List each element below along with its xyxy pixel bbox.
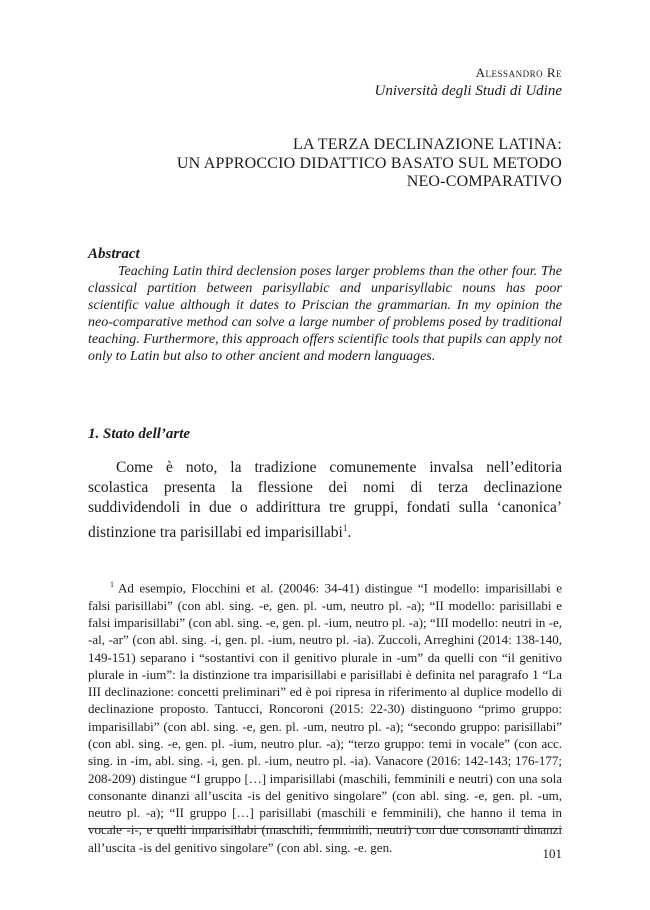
body-paragraph-text: Come è noto, la tradizione comunemente invalsa nell’editoria scolastica presenta la flessione dei nomi di terza declinazione suddividendoli in due o addirittura tre gruppi, fondati sulla ‘canonica’ distinzione tra parisillabi ed imparisillabi bbox=[88, 459, 562, 542]
title-line-3: NEO-COMPARATIVO bbox=[406, 173, 562, 190]
abstract-section bbox=[88, 246, 562, 365]
abstract-heading: Abstract bbox=[88, 246, 140, 262]
body-paragraph: Come è noto, la tradizione comunemente invalsa nell’editoria scolastica presenta la flessione dei nomi di terza declinazione suddividendoli in due o addirittura tre gruppi, fondati sulla ‘canonica’ distinzione tra parisillabi ed imparisillabi$^1$. bbox=[88, 459, 562, 542]
page-number: 101 bbox=[542, 846, 562, 861]
author-block bbox=[375, 64, 562, 100]
section-heading: 1. Stato dell’arte bbox=[88, 426, 191, 442]
footer-rule bbox=[88, 828, 562, 829]
author-affiliation: Università degli Studi di Udine bbox=[374, 83, 562, 99]
footnote-marker: 1 bbox=[110, 580, 114, 589]
title-line-2: UN APPROCCIO DIDATTICO BASATO SUL METODO bbox=[176, 154, 562, 172]
footnote-text: Ad esempio, Flocchini et al. (20046: 34-41) distingue “I modello: imparisillabi e falsi parisillabi” (con abl. sing. -e, gen. pl. -um, neutro pl. -a); “II modello: parisillabi e falsi imparisillabi” (con abl. sing. -e, gen. pl. -ium, neutro pl. -a); “III modello: neutri in -e, -al, -ar” (con abl. sing. -i, gen. pl. -ium, neutro pl. -ia). Zuccoli, Arreghini (2014: 138-140, 149-151) separano i “sostantivi con il genitivo plurale in -um” da quelli con “il genitivo plurale in -ium”: la distinzione tra imparisillabi e parisillabi è definita nel paragrafo 1 “La III declinazione: concetti preliminari” ed è poi ripresa in riferimento al duplice modello di declinazione proposto. Tantucci, Roncoroni (2015: 22-30) distinguono “primo gruppo: imparisillabi” (con abl. sing. -e, gen. pl. -um, neutro pl. -a); “secondo gruppo: parisillabi” (con abl. sing. -e, gen. pl. -ium, neutro plur. -a); “terzo gruppo: temi in vocale” (con acc. sing. in -im, abl. sing. -i, gen. pl. -ium, neutro pl. -ia). Vanacore (2016: 142-143; 176-177; 208-209) distingue “I gruppo […] imparisillabi (maschili, femminili e neutri) con una sola consonante dinanzi all’uscita -is del genitivo singolare” (con abl. sing. -e, gen. pl. -um, neutro pl. -a); “II gruppo […] parisillabi (maschili e femminili), che hanno il tema in vocale -i-, e quelli imparisillabi (maschili, femminili, neutri) con due consonanti dinanzi all’uscita -is del genitivo singolare” (con abl. sing. -e. gen. bbox=[88, 580, 562, 855]
footnote-reference[interactable]: 1 bbox=[342, 523, 348, 533]
abstract-text: Teaching Latin third declension poses larger problems than the other four. The classical partition between parisyllabic and unparisyllabic nouns has poor scientific value although it dates to Priscian the grammarian. In my opinion the neo-comparative method can solve a large number of problems posed by traditional teaching. Furthermore, this approach offers scientific tools that pupils can apply not only to Latin but also to other ancient and modern languages. bbox=[88, 264, 562, 364]
author-name: Alessandro Re bbox=[475, 65, 562, 80]
title-line-1: LA TERZA DECLINAZIONE LATINA: bbox=[292, 136, 562, 153]
article-title bbox=[177, 136, 562, 192]
footnote bbox=[88, 576, 562, 856]
